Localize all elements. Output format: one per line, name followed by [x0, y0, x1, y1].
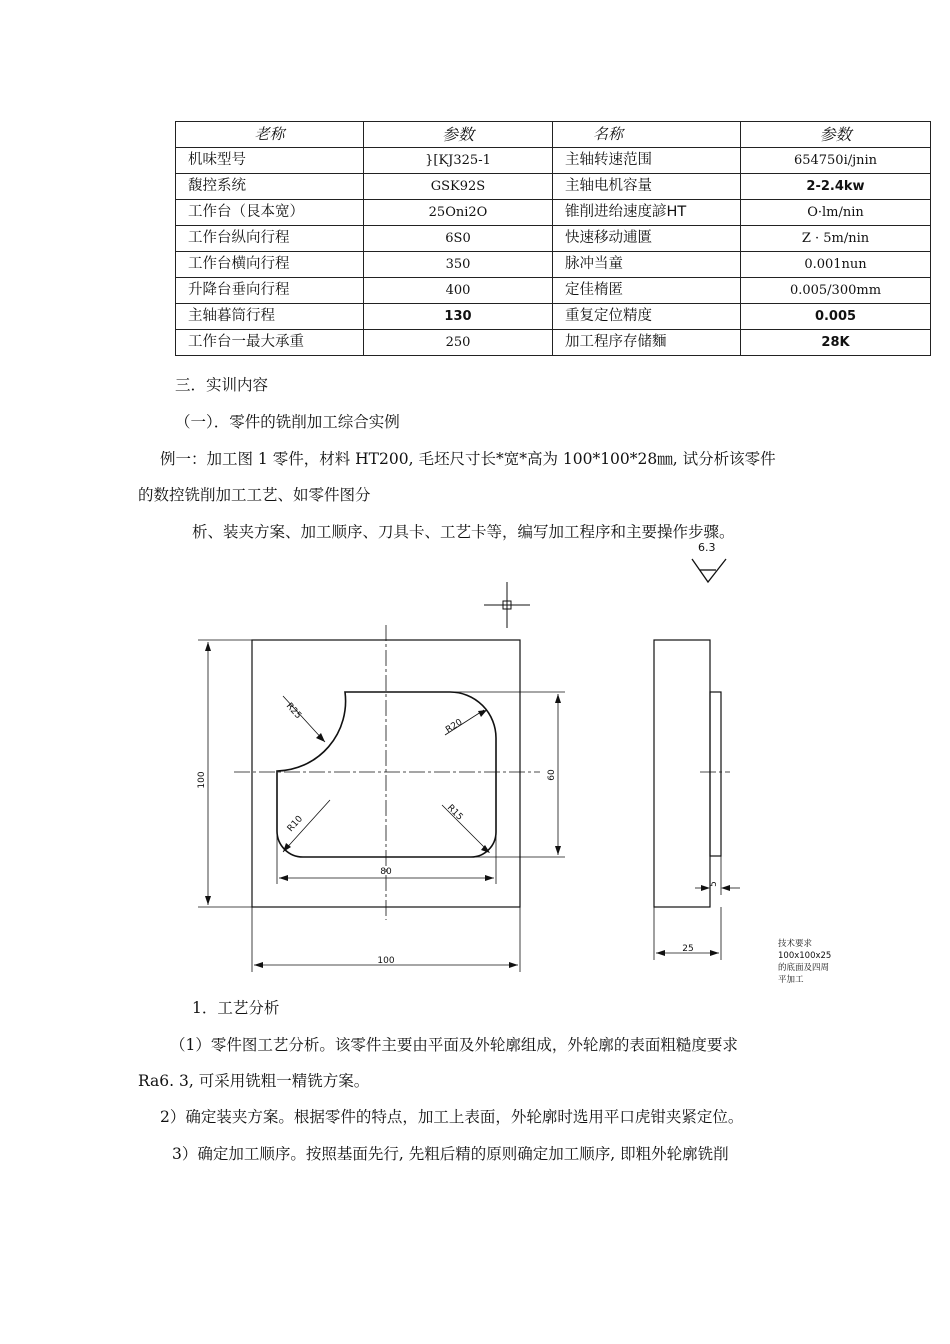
row-value: 130 [364, 304, 553, 330]
table-row [176, 200, 931, 226]
part-drawing [0, 570, 950, 990]
table-row [176, 148, 931, 174]
row-value: 0.001nun [741, 252, 931, 278]
roughness-value: 6.3 [698, 541, 716, 554]
row-value: 25Oni2O [364, 200, 553, 226]
row-name: 工作台横向行程 [176, 252, 364, 278]
item-heading: 1．工艺分析 [192, 999, 280, 1017]
row-name: 机味型号 [176, 148, 364, 174]
row-value: 400 [364, 278, 553, 304]
dim-outer-height: 100 [197, 771, 207, 789]
section-heading: 三．实训内容 [175, 376, 269, 394]
paragraph-line: Ra6. 3, 可采用铣粗一精铣方案。 [138, 1072, 370, 1090]
row-value: O·lm/nin [741, 200, 931, 226]
row-name: 工作台（艮本宽） [176, 200, 364, 226]
row-name: 加工程序存储麵 [553, 330, 741, 356]
tech-note-line: 的底面及四周 [778, 963, 830, 973]
table-header-row [176, 122, 931, 148]
dim-radius-top-right: R20 [444, 717, 465, 736]
row-value: GSK92S [364, 174, 553, 200]
header-name-1: 老称 [176, 122, 364, 148]
paragraph-line: 2）确定装夹方案。根据零件的特点，加工上表面，外轮廓时选用平口虎钳夹紧定位。 [160, 1108, 744, 1126]
row-name: 主轴电机容量 [553, 174, 741, 200]
table-row [176, 278, 931, 304]
row-name: 馥控系统 [176, 174, 364, 200]
side-view [654, 640, 710, 907]
dim-outer-width: 100 [377, 956, 395, 966]
header-name-2: 名称 [553, 122, 741, 148]
row-name: 工作台一最大承重 [176, 330, 364, 356]
row-name: 主轴暮筒行程 [176, 304, 364, 330]
row-value: 28K [741, 330, 931, 356]
dim-radius-bottom-right: R15 [444, 803, 465, 823]
tech-note-line: 技术要求 [778, 939, 813, 949]
paragraph-line: 的数控铣削加工工艺、如零件图分 [138, 486, 371, 504]
table-row [176, 252, 931, 278]
table-row [176, 304, 931, 330]
header-param-2: 参数 [741, 122, 931, 148]
header-param-1: 参数 [364, 122, 553, 148]
dim-side-width: 25 [682, 944, 694, 954]
table-row [176, 174, 931, 200]
row-value: }[KJ325-1 [364, 148, 553, 174]
row-name: 定佳楕匿 [553, 278, 741, 304]
row-value: 6S0 [364, 226, 553, 252]
tech-note-line: 100x100x25 [778, 951, 832, 961]
row-name: 工作台纵向行程 [176, 226, 364, 252]
paragraph-line: 3）确定加工顺序。按照基面先行, 先粗后精的原则确定加工顺序, 即粗外轮廓铣削 [172, 1145, 729, 1163]
row-value: 0.005 [741, 304, 931, 330]
table-row [176, 330, 931, 356]
row-value: Z · 5m/nin [741, 226, 931, 252]
spec-table [175, 121, 931, 356]
row-value: 0.005/300mm [741, 278, 931, 304]
row-name: 快速移动逋匱 [553, 226, 741, 252]
subsection-heading: （一）．零件的铣削加工综合实例 [175, 413, 400, 431]
paragraph-line: （1）零件图工艺分析。该零件主要由平面及外轮廓组成，外轮廓的表面粗糙度要求 [170, 1036, 738, 1054]
row-name: 主轴转速范围 [553, 148, 741, 174]
row-name: 重复定位精度 [553, 304, 741, 330]
dim-radius-bottom-left: R10 [285, 814, 306, 835]
tech-note [778, 938, 831, 986]
row-value: 250 [364, 330, 553, 356]
boss-profile [277, 692, 496, 857]
paragraph-line: 析、装夹方案、加工顺序、刀具卡、工艺卡等，编写加工程序和主要操作步骤。 [192, 523, 735, 541]
dim-boss-height: 60 [547, 769, 557, 781]
row-value: 2-2.4kw [741, 174, 931, 200]
row-value: 654750i/jnin [741, 148, 931, 174]
dim-boss-width: 80 [380, 867, 392, 877]
paragraph-line: 例一：加工图 1 零件，材料 HT200, 毛坯尺寸长*宽*高为 100*100*28㎜, 试分析该零件 [160, 450, 776, 468]
row-value: 350 [364, 252, 553, 278]
dim-radius-top-left: R25 [283, 701, 304, 722]
row-name: 脉冲当童 [553, 252, 741, 278]
dim-step: 5 [709, 881, 719, 887]
tech-note-line: 平加工 [778, 975, 804, 985]
table-row [176, 226, 931, 252]
row-name: 升降台垂向行程 [176, 278, 364, 304]
row-name: 锥削进绐速度諺HT [553, 200, 741, 226]
